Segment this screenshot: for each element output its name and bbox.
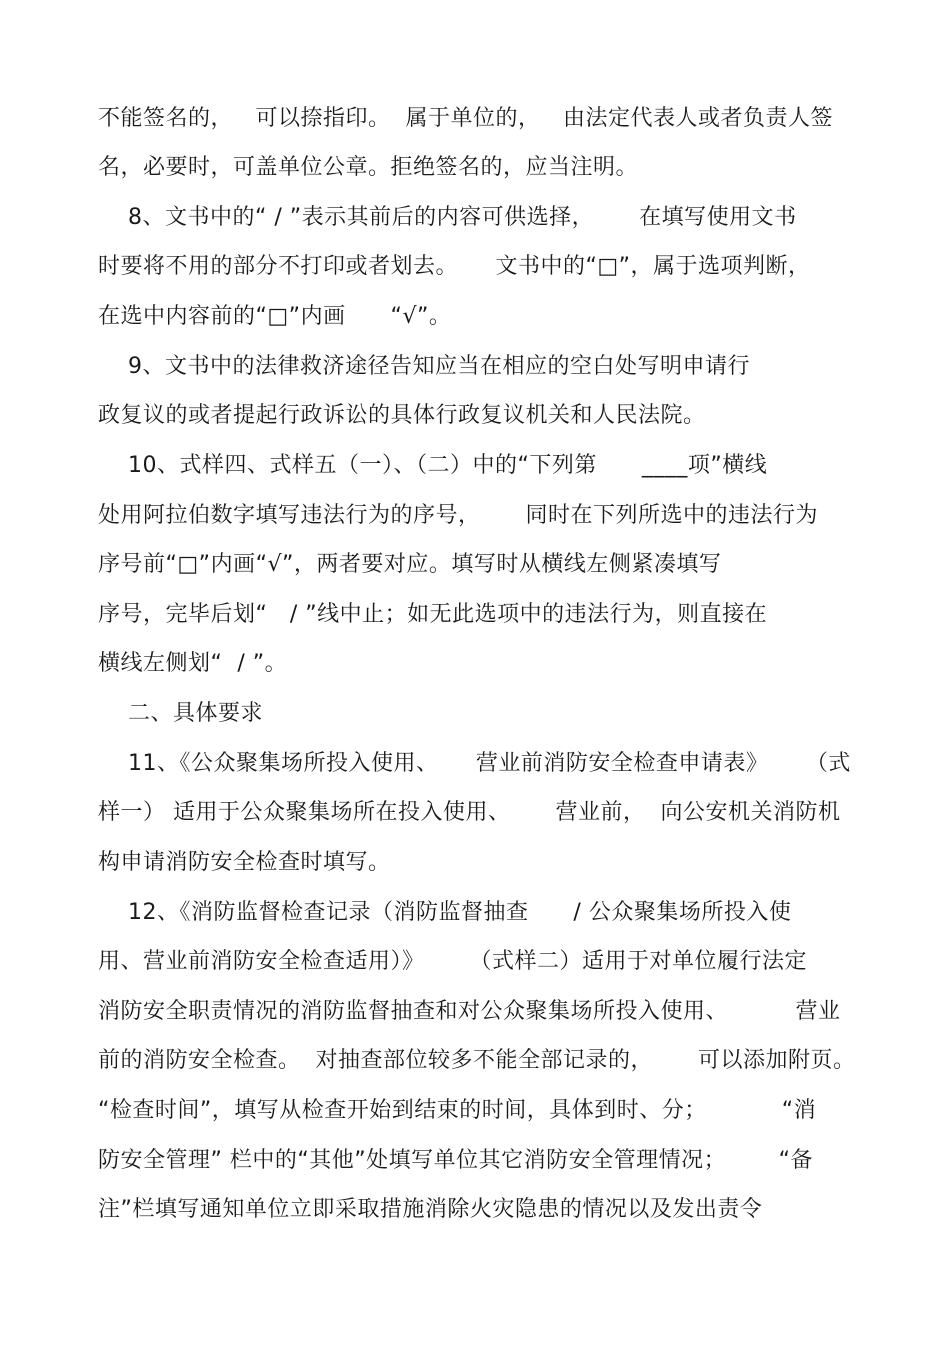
section-heading: 二、具体要求	[98, 701, 263, 726]
text-line: 处用阿拉伯数字填写违法行为的序号， 同时在下列所选中的违法行为	[98, 503, 818, 528]
text-line: 序号前“□”内画“√”，两者要对应。填写时从横线左侧紧凑填写	[98, 552, 722, 577]
text-line: 前的消防安全检查。 对抽查部位较多不能全部记录的， 可以添加附页。	[98, 1048, 856, 1073]
text-line: 11、《公众聚集场所投入使用、 营业前消防安全检查申请表》 （式	[98, 751, 851, 776]
text-line: 时要将不用的部分不打印或者划去。 文书中的“□”，属于选项判断，	[98, 254, 811, 279]
text-line: 12、《消防监督检查记录（消防监督抽查 / 公众聚集场所投入使	[98, 900, 792, 925]
text-line: 9、文书中的法律救济途径告知应当在相应的空白处写明申请行	[98, 354, 750, 379]
text-line: 用、营业前消防安全检查适用）》 （式样二）适用于对单位履行法定	[98, 949, 807, 974]
text-line: 注”栏填写通知单位立即采取措施消除火灾隐患的情况以及发出责令	[98, 1197, 763, 1222]
text-line: 政复议的或者提起行政诉讼的具体行政复议机关和人民法院。	[98, 403, 706, 428]
text-line: 构申请消防安全检查时填写。	[98, 850, 391, 875]
text-line: 序号，完毕后划“ / ”线中止；如无此选项中的违法行为，则直接在	[98, 602, 768, 627]
text-line: “检查时间”，填写从检查开始到结束的时间，具体到时、分； “消	[98, 1098, 817, 1123]
text-line: 不能签名的， 可以捺指印。 属于单位的， 由法定代表人或者负责人签	[98, 106, 833, 131]
text-line: 防安全管理” 栏中的“其他”处填写单位其它消防安全管理情况； “备	[98, 1148, 814, 1173]
text-line: 横线左侧划“ / ”。	[98, 651, 288, 676]
text-line: 消防安全职责情况的消防监督抽查和对公众聚集场所投入使用、 营业	[98, 999, 841, 1024]
text-line: 名，必要时，可盖单位公章。拒绝签名的，应当注明。	[98, 155, 639, 180]
text-line: 10、式样四、式样五（一）、（二）中的“下列第 ____项”横线	[98, 453, 768, 478]
text-line: 在选中内容前的“□”内画 “√”。	[98, 304, 452, 329]
text-line: 8、文书中的“ / ”表示其前后的内容可供选择， 在填写使用文书	[98, 205, 797, 230]
text-line: 样一） 适用于公众聚集场所在投入使用、 营业前， 向公安机关消防机	[98, 800, 841, 825]
